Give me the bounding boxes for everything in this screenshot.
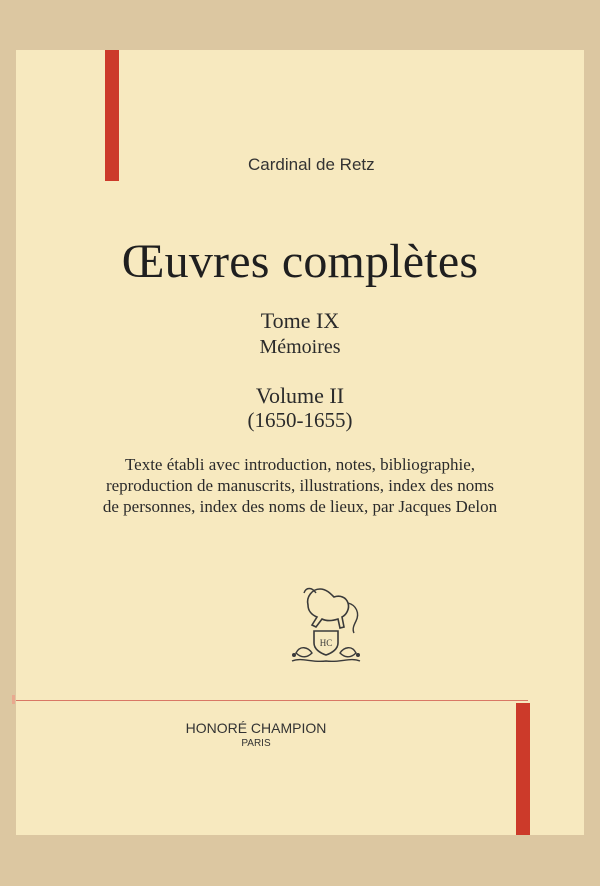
date-range: (1650-1655): [247, 408, 353, 432]
description-line: reproduction de manuscrits, illustrations, index des noms: [105, 476, 495, 495]
rearing-horse-crest-icon: [286, 575, 366, 670]
red-accent-bar-bottom: [516, 703, 530, 835]
margin-tick: [12, 695, 15, 704]
description-line: de personnes, index des noms de lieux, par Jacques Delon: [102, 497, 498, 516]
red-accent-bar-top: [105, 50, 119, 181]
publisher-name: HONORÉ CHAMPION: [185, 720, 327, 736]
emblem-monogram: HC: [319, 638, 333, 648]
subtitle: Mémoires: [259, 336, 341, 358]
description: [16, 454, 584, 517]
book-cover: [16, 50, 584, 835]
book-title: Œuvres complètes: [121, 235, 479, 288]
volume-label: Volume II: [255, 383, 345, 408]
author-name: Cardinal de Retz: [248, 155, 375, 174]
publisher-city: PARIS: [241, 738, 271, 749]
description-line: Texte établi avec introduction, notes, bibliographie,: [124, 455, 476, 474]
horizontal-rule: [16, 700, 528, 701]
tome-label: Tome IX: [260, 308, 340, 333]
